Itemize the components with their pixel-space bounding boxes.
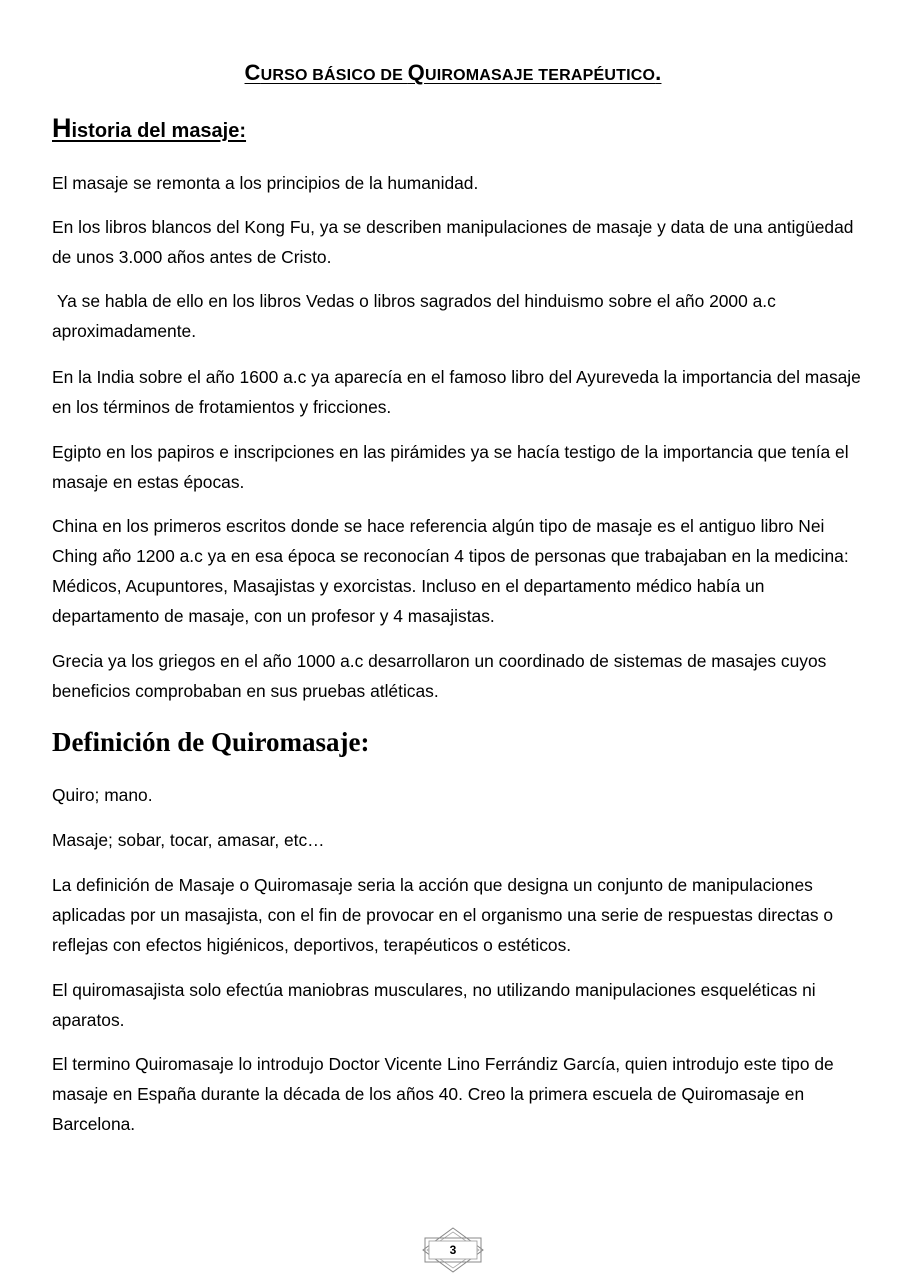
definition-paragraph-1: Quiro; mano.	[52, 785, 153, 805]
title-initial-c: C	[244, 60, 261, 85]
definition-paragraph-3: La definición de Masaje o Quiromasaje seria la acción que designa un conjunto de manipulaciones aplicadas por un masajista, con el fin de provocar en el organismo una serie de respuestas directas o reflejas con efectos higiénicos, deportivos, terapéuticos o estéticos.	[52, 875, 834, 955]
history-paragraph-1: El masaje se remonta a los principios de la humanidad.	[52, 173, 479, 193]
title-period: .	[655, 60, 662, 85]
history-paragraph-2: En los libros blancos del Kong Fu, ya se describen manipulaciones de masaje y data de una antigüedad de unos 3.000 años antes de Cristo.	[52, 217, 854, 267]
history-paragraph-4: En la India sobre el año 1600 a.c ya aparecía en el famoso libro del Ayureveda la importancia del masaje en los términos de frotamientos y fricciones.	[52, 367, 861, 417]
heading-initial-h: H	[52, 113, 72, 143]
title-text-part2: UIROMASAJE TERAPÉUTICO	[424, 67, 656, 84]
title-initial-q: Q	[407, 60, 425, 85]
history-paragraph-5: Egipto en los papiros e inscripciones en las pirámides ya se hacía testigo de la importancia que tenía el masaje en estas épocas.	[52, 442, 849, 492]
definition-paragraph-4: El quiromasajista solo efectúa maniobras musculares, no utilizando manipulaciones esqueléticas ni aparatos.	[52, 980, 816, 1030]
history-paragraph-7: Grecia ya los griegos en el año 1000 a.c desarrollaron un coordinado de sistemas de masajes cuyos beneficios comprobaban en sus pruebas atléticas.	[52, 651, 827, 701]
history-paragraph-6: China en los primeros escritos donde se hace referencia algún tipo de masaje es el antiguo libro Nei Ching año 1200 a.c ya en esa época se reconocían 4 tipos de personas que trabajaban en la medicina: Médicos, Acupuntores, Masajistas y exorcistas. Incluso en el departamento médico había un departamento de masaje, con un profesor y 4 masajistas.	[52, 516, 849, 626]
heading-text-historia: istoria del masaje:	[71, 120, 247, 142]
section-heading-definicion: Definición de Quiromasaje:	[52, 727, 370, 757]
definition-paragraph-5: El termino Quiromasaje lo introdujo Doctor Vicente Lino Ferrándiz García, quien introdujo este tipo de masaje en España durante la década de los años 40. Creo la primera escuela de Quiromasaje en Barcelona.	[52, 1054, 834, 1134]
section-heading-historia	[52, 113, 246, 144]
document-title	[0, 60, 906, 86]
definition-paragraph-2: Masaje; sobar, tocar, amasar, etc…	[52, 830, 325, 850]
page-number: 3	[449, 1243, 457, 1257]
page-number-badge	[421, 1226, 485, 1274]
history-paragraph-3: Ya se habla de ello en los libros Vedas o libros sagrados del hinduismo sobre el año 2000 a.c aproximadamente.	[52, 291, 781, 341]
title-text-part1: URSO BÁSICO DE	[260, 67, 408, 84]
